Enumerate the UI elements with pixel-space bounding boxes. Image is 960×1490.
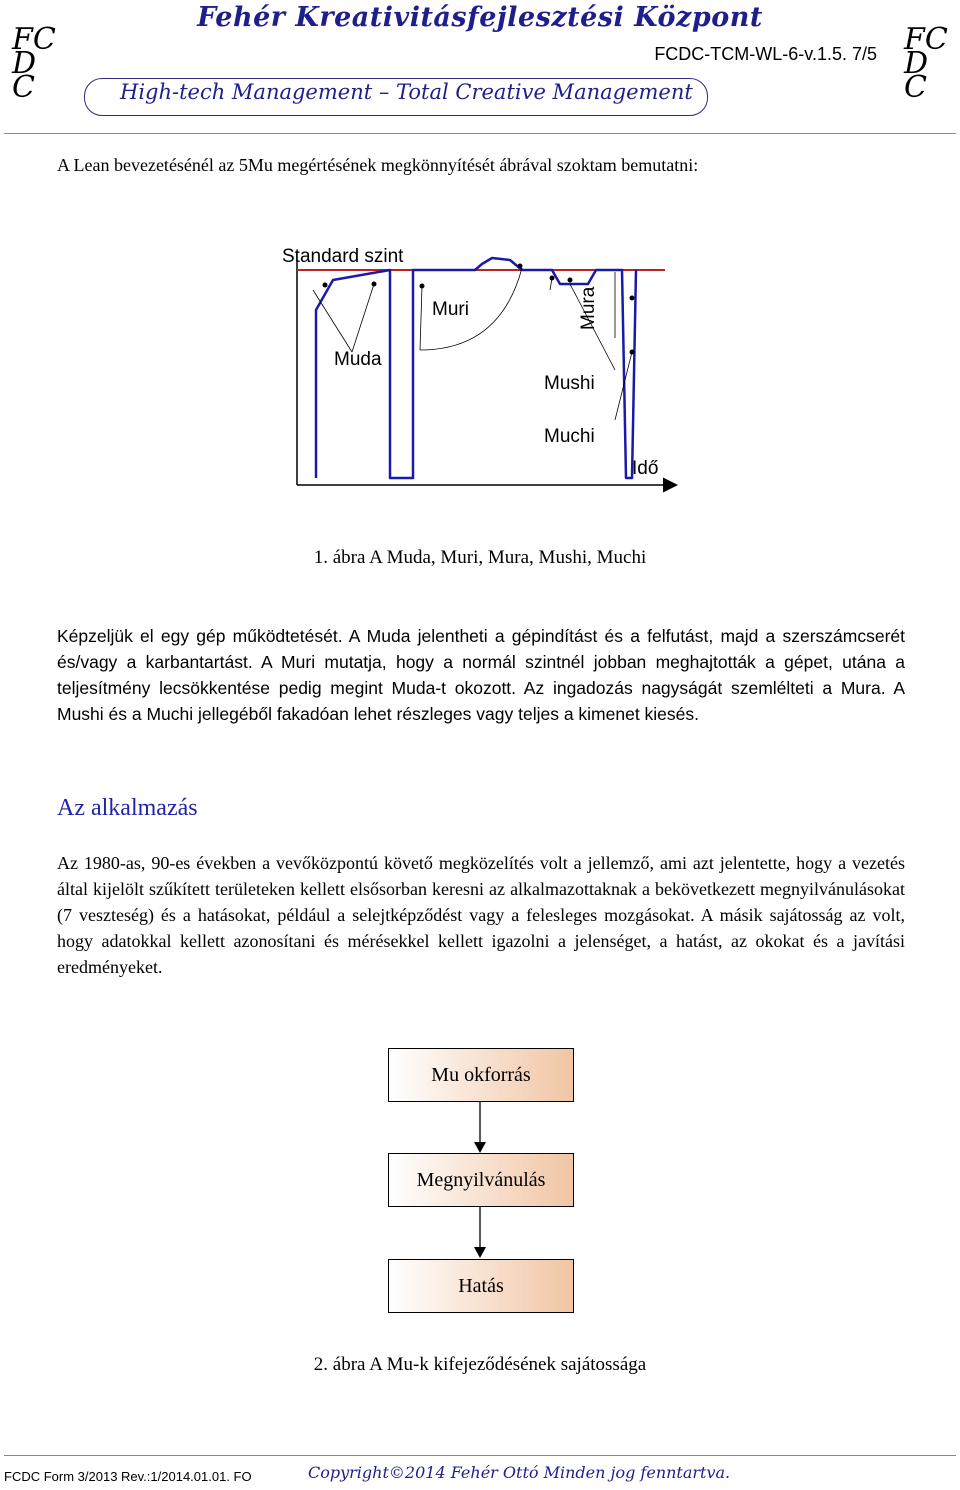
right-logo — [904, 22, 948, 105]
doc-id: FCDC-TCM-WL-6-v.1.5. 7/5 — [654, 44, 877, 64]
marker-dot — [372, 282, 377, 287]
figure1-caption: 1. ábra A Muda, Muri, Mura, Mushi, Muchi — [313, 547, 647, 568]
marker-dot — [518, 264, 523, 269]
flow-box-effect-label: Hatás — [458, 1274, 504, 1297]
label-mushi: Mushi — [544, 373, 595, 394]
right-logo-text: FCDC — [904, 22, 948, 105]
flow-box-effect — [388, 1259, 574, 1313]
footer-copyright: Copyright©2014 Fehér Ottó Minden jog fenntartva. — [308, 1463, 731, 1482]
label-muda: Muda — [334, 349, 382, 370]
flow-box-source — [388, 1048, 574, 1102]
muri-pointer — [420, 286, 422, 350]
intro-text: A Lean bevezetésénél az 5Mu megértésének megkönnyítését ábrával szoktam bemutatni: — [57, 155, 699, 175]
subtitle: High-tech Management – Total Creative Management — [120, 80, 693, 104]
left-logo-text: FCDC — [12, 22, 56, 105]
footer-form: FCDC Form 3/2013 Rev.:1/2014.01.01. FO — [4, 1469, 252, 1484]
label-muchi: Muchi — [544, 426, 595, 447]
header-rule — [4, 133, 956, 134]
flow-arrowhead-1 — [474, 1142, 486, 1153]
muda-pointer-2 — [352, 284, 374, 352]
body-paragraph: Képzeljük el egy gép működtetését. A Muda jelentheti a gépindítást és a felfutást, majd a szerszámcserét és/vagy a karbantartást. A Muri mutatja, hogy a normál szintnél jobban meghajtották a gépet, utána a teljesítmény lecsökkentése pedig megint Muda-t okozott. Az ingadozás nagyságát szemlélteti a Mura. A Mushi és a Muchi jellegéből fakadóan lehet részleges vagy teljes a kimenet kiesés. — [57, 626, 905, 724]
muda-pointer-1 — [313, 290, 352, 352]
figure2-caption: 2. ábra A Mu-k kifejeződésének sajátossága — [313, 1354, 647, 1375]
label-ido: Idő — [632, 458, 659, 479]
footer-rule — [4, 1455, 956, 1456]
marker-dot — [568, 278, 573, 283]
label-standard: Standard szint — [282, 246, 404, 267]
brand-title: Fehér Kreativitásfejlesztési Központ — [197, 2, 763, 33]
section-heading: Az alkalmazás — [57, 795, 198, 821]
figure1-diagram — [270, 240, 690, 500]
section-paragraph: Az 1980-as, 90-es években a vevőközpontú követő megközelítés volt a jellemző, ami azt jelentette, hogy a vezetés által kijelölt szűkített területeken kellett elsősorban keresni az alkalmazottaknak a bekövetkezett megnyilvánulásokat (7 veszteség) és a hatásokat, például a selejtképződést vagy a felesleges mozgásokat. A másik sajátosság az volt, hogy adatokkal kellett azonosítani és mérésekkel kellett igazolni a jelenséget, a hatást, az okokat és a javítási eredményeket. — [57, 853, 905, 977]
marker-dot — [420, 284, 425, 289]
label-mura: Mura — [578, 286, 599, 330]
flow-arrowhead-2 — [474, 1247, 486, 1258]
flow-box-source-label: Mu okforrás — [431, 1063, 531, 1086]
label-muri: Muri — [432, 299, 469, 320]
flow-box-manifestation-label: Megnyilvánulás — [416, 1168, 546, 1191]
marker-dot — [630, 296, 635, 301]
left-logo — [12, 22, 56, 105]
marker-dot — [550, 276, 555, 281]
flow-arrows — [470, 1100, 490, 1260]
marker-dot — [630, 350, 635, 355]
marker-dot — [323, 283, 328, 288]
